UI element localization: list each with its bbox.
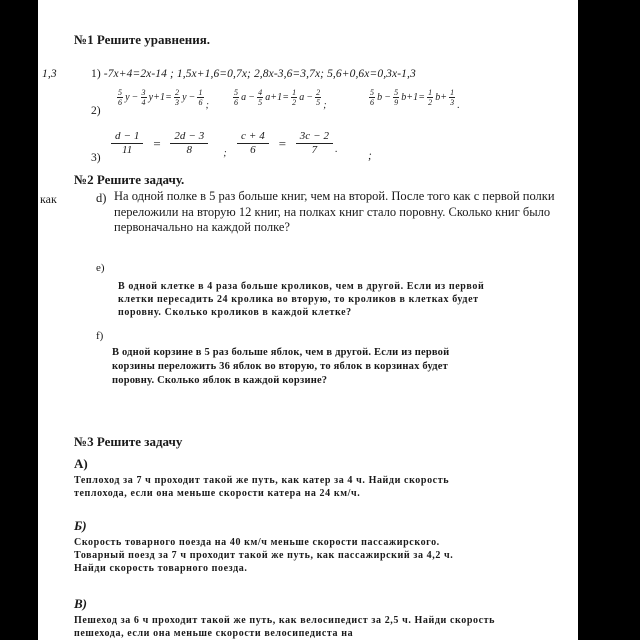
task1-cut-left-text: 1,3 xyxy=(42,68,57,80)
task1-equation-2a xyxy=(116,88,210,111)
fraction-numerator: 5 xyxy=(234,88,239,97)
equation-term: y xyxy=(182,92,187,103)
task1-line2-label: 2) xyxy=(91,105,101,117)
task1-equation-3b xyxy=(236,130,339,157)
equation-operator: − xyxy=(384,92,392,103)
equation-term: a xyxy=(299,92,305,103)
equation-operator: − xyxy=(188,92,196,103)
equation-term: b xyxy=(377,92,383,103)
equation-operator: − xyxy=(131,92,139,103)
equation-term: b+1= xyxy=(401,92,426,103)
fraction-numerator: 1 xyxy=(292,88,297,97)
task1-line1 xyxy=(91,68,416,80)
task1-line1-label: 1) xyxy=(91,68,101,80)
task2-title: №2 Решите задачу. xyxy=(74,172,185,187)
fraction-numerator: 4 xyxy=(258,88,263,97)
equation-term: y xyxy=(125,92,130,103)
equation-operator: − xyxy=(306,92,314,103)
fraction-denominator: 4 xyxy=(141,98,146,107)
equation-end: ; xyxy=(223,148,227,159)
task1-line3-label: 3) xyxy=(91,152,101,164)
equation-operator: = xyxy=(152,135,162,151)
fraction-numerator: 2d − 3 xyxy=(170,130,208,144)
equation-term: b+ xyxy=(435,92,448,103)
task3-a-text: Теплоход за 7 ч проходит такой же путь, как катер за 4 ч. Найди скорость теплохода, если она меньше скорости катера на 24 км/ч. xyxy=(74,475,450,500)
task2-f-label: f) xyxy=(96,330,104,342)
fraction-denominator: 6 xyxy=(370,98,375,107)
task3-b-label: Б) xyxy=(74,518,87,533)
fraction-denominator: 5 xyxy=(258,98,263,107)
task1-equation-2b xyxy=(232,88,328,111)
fraction-denominator: 8 xyxy=(186,144,193,156)
equation-end: ; xyxy=(205,100,210,111)
task2-d-paragraph: На одной полке в 5 раз больше книг, чем на второй. После того как с первой полки переложили на вторую 12 книг, на полках книг стало поровну. Сколько книг было первоначально на каждой полке? xyxy=(114,189,555,234)
fraction-denominator: 6 xyxy=(234,98,239,107)
fraction-numerator: 1 xyxy=(198,88,203,97)
fraction-denominator: 5 xyxy=(316,98,321,107)
fraction-numerator: 5 xyxy=(370,88,375,97)
fraction-denominator: 3 xyxy=(450,98,455,107)
task1-equation-3-tail: ; xyxy=(368,150,372,162)
task1-title: №1 Решите уравнения. xyxy=(74,32,210,47)
task1-line1-equations: -7x+4=2x-14 ; 1,5x+1,6=0,7x; 2,8x-3,6=3,7x; 5,6+0,6x=0,3x-1,3 xyxy=(103,68,416,80)
fraction-numerator: 5 xyxy=(394,88,399,97)
fraction-numerator: 1 xyxy=(450,88,455,97)
task2-cut-left-text: как xyxy=(40,192,57,206)
equation-end: . xyxy=(335,144,338,155)
fraction-denominator: 6 xyxy=(250,144,256,156)
task3-b-text: Скорость товарного поезда на 40 км/ч меньше скорости пассажирского. Товарный поезд за 7 ч проходит такой же путь, как пассажирский за 4,2 ч. Найди скорость товарного поезда. xyxy=(74,537,454,575)
equation-term: a xyxy=(241,92,247,103)
fraction-denominator: 3 xyxy=(174,98,180,107)
equation-end: ; xyxy=(323,100,327,111)
fraction-numerator: d − 1 xyxy=(111,130,143,144)
task2-f-text: В одной корзине в 5 раз больше яблок, чем в другой. Если из первой корзины переложить 36 яблок во вторую, то яблок в корзинах будет поровну. Сколько яблок в каждой корзине? xyxy=(112,347,450,386)
fraction-numerator: 3 xyxy=(141,88,146,97)
task3-title: №3 Решите задачу xyxy=(74,434,183,449)
fraction-numerator: 2 xyxy=(174,88,180,97)
fraction-numerator: c + 4 xyxy=(237,130,269,144)
task3-a-label: А) xyxy=(74,456,88,471)
fraction-denominator: 6 xyxy=(118,98,123,107)
task3-v-label: В) xyxy=(74,596,87,611)
fraction-denominator: 2 xyxy=(292,98,297,107)
fraction-denominator: 2 xyxy=(428,98,433,107)
fraction-denominator: 11 xyxy=(122,144,133,156)
fraction-denominator: 9 xyxy=(394,98,399,107)
task2-d-label: d) xyxy=(96,191,107,205)
task1-equation-3a xyxy=(110,130,228,157)
task2-d-text xyxy=(114,189,562,236)
equation-operator: − xyxy=(248,92,256,103)
equation-operator: = xyxy=(277,135,287,151)
task3-v-text: Пешеход за 6 ч проходит такой же путь, как велосипедист за 2,5 ч. Найди скорость пешехода, если она меньше скорости велосипедиста на xyxy=(74,615,496,640)
fraction-numerator: 5 xyxy=(118,88,123,97)
fraction-numerator: 2 xyxy=(316,88,321,97)
task1-equation-2c xyxy=(368,88,461,111)
task2-e-text: В одной клетке в 4 раза больше кроликов, чем в другой. Если из первой клетки пересадить 24 кролика во вторую, то кроликов в клетках будет поровну. Сколько кроликов в каждой клетке? xyxy=(118,281,485,319)
fraction-denominator: 6 xyxy=(198,98,203,107)
task2-e-label: e) xyxy=(96,262,105,274)
equation-end: . xyxy=(457,100,460,111)
worksheet-page xyxy=(38,0,578,640)
equation-term: y+1= xyxy=(148,92,172,103)
fraction-denominator: 7 xyxy=(311,144,318,156)
equation-term: a+1= xyxy=(265,92,290,103)
fraction-numerator: 1 xyxy=(428,88,433,97)
fraction-numerator: 3c − 2 xyxy=(296,130,333,144)
